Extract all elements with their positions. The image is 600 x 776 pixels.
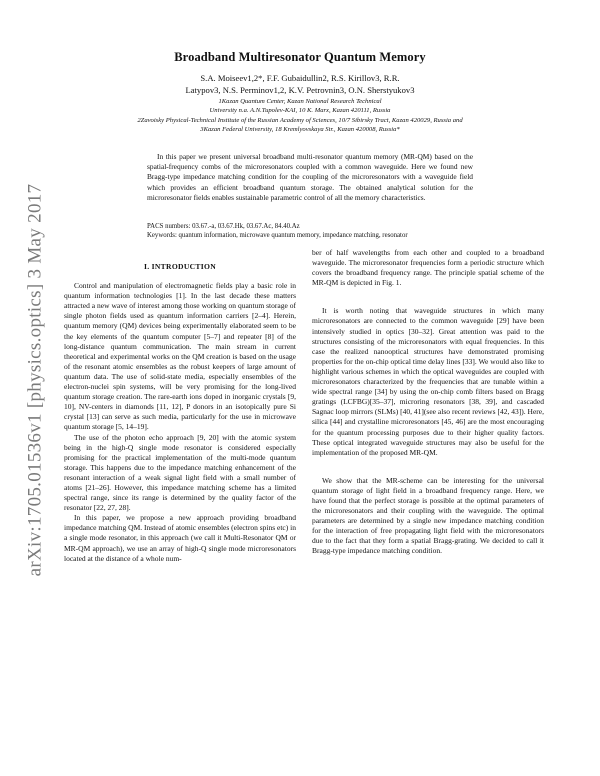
affiliation-2: 2Zavoisky Physical-Technical Institute of the Russian Academy of Sciences, 10/7 Sibirsky Tract, Kazan 420029, Russia and (137, 116, 463, 124)
pacs-keywords (147, 222, 473, 240)
pacs-numbers: PACS numbers: 03.67.-a, 03.67.Hk, 03.67.Ac, 84.40.Az (147, 223, 300, 230)
keywords: Keywords: quantum information, microwave quantum memory, impedance matching, resonator (147, 232, 408, 240)
affiliation-1a: 1Kazan Quantum Center, Kazan National Research Technical (218, 98, 382, 105)
section-heading-introduction: I. INTRODUCTION (143, 262, 216, 271)
arxiv-identifier-sidebar[interactable] (20, 183, 50, 577)
left-column (64, 262, 296, 564)
authors-line-1: S.A. Moiseev1,2*, F.F. Gubaidullin2, R.S. Kirillov3, R.R. (200, 73, 400, 83)
right-column (312, 248, 544, 557)
paragraph: We show that the MR-scheme can be interesting for the universal quantum storage of light field in a broadband frequency range. Here, we have found that the perfect storage is possible at the optimal parameters of the microresonators and their coupling with the waveguide. The optimal parameters are determined by a single new impedance matching condition for the interaction of free propagating light field with the microresonators due to the fact that they form a spatial Bragg-grating. We decided to call it Bragg-type impedance matching condition. (312, 475, 544, 556)
abstract: In this paper we present universal broadband multi-resonator quantum memory (MR-QM) based on the spatial-frequency combs of the microresonators coupled with a common waveguide. Here we found new Bragg-type impedance matching condition for the coupling of the microresonators with a waveguide field which provides an efficient broadband quantum storage. The obtained analytical solution for the microresonator fields enables sustainable parametric control of all the memory characteristics. (147, 152, 473, 202)
paragraph: The use of the photon echo approach [9, 20] with the atomic system being in the high-Q single mode resonator is considered especially promising for the practical implementation of the multi-mode quantum storage. This happens due to the impedance matching enhancement of the resonant interaction of a weak signal light field with a small number of atoms [21–26]. However, this impedance matching scheme has a limited spectral range, since its range is determined by the quality factor of the resonator [22, 27, 28]. (64, 432, 296, 513)
paragraph: It is worth noting that waveguide structures in which many microresonators are connected to the common waveguide [29] have been intensively studied in optics [30–32]. Great attention was paid to the structures consisting of the microresonators with equal frequencies. In this case the realized nanooptical structures have demonstrated promising properties for the on-chip optical time delay lines [33]. We would also like to highlight various schemes in which the optical waveguides are coupled with microresonators characterized by the frequencies that are tunable within a wide spectral range [34] by using the on-chip comb filters based on Bragg gratings (LCFBG)[35–37], microring resonators [38, 39], and cascaded Sagnac loop mirrors (SLMs) [40, 41](see also recent reviews [42, 43]). Here, silica [44] and crystalline microresonators [45, 46] are the most encouraging for the quantum processing purposes due to their higher quality factors. These optical integrated waveguide structures may also be useful for the implementation of the proposed MR-QM. (312, 306, 544, 457)
paper-title: Broadband Multiresonator Quantum Memory (174, 50, 426, 64)
affiliation-3: 3Kazan Federal University, 18 Kremlyovskaya Str., Kazan 420008, Russia* (200, 126, 400, 134)
paragraph: Control and manipulation of electromagnetic fields play a basic role in quantum information technologies [1]. In the last decade these matters attracted a new wave of interest among those working on quantum storage of single photon fields used as quantum information carriers [2–4]. Herein, quantum memory (QM) devices being experimentally elaborated seem to be the key elements of the quantum computer [5–7] and repeater [8] of the long-distance quantum communication. The main stream in current theoretical and experimental works on the QM creation is based on the usage of the resonant atomic ensembles as the robust keepers of large amount of quantum data. The use of solid-state media, especially ensembles of the electron-nuclei spin systems, will be very promising for the long-lived quantum storage creation. The rare-earth ions doped in inorganic crystals [9, 10], NV-centers in diamonds [11, 12], P donors in an isotopically pure Si crystal [13] can serve as such media, particularly for the use in microwave quantum storage [5, 14–19]. (64, 281, 296, 432)
paragraph: In this paper, we propose a new approach providing broadband impedance matching QM. Instead of atomic ensembles (electron spins etc) in a single mode resonator, in this approach (we call it Multi-Resonator QM or MR-QM approach), we use an array of high-Q single mode microresonators located at the distance of a whole num- (64, 513, 296, 563)
author-list (110, 72, 490, 96)
authors-line-2: Latypov3, N.S. Perminov1,2, K.V. Petrovnin3, O.N. Sherstyukov3 (185, 85, 415, 95)
affiliation-1b: University n.a. A.N.Tupolev-KAI, 10 K. Marx, Kazan 420111, Russia (209, 107, 391, 115)
arxiv-id-text: arXiv:1705.01536v1 [physics.optics] 3 May 2017 (24, 183, 45, 577)
affiliations (60, 97, 540, 135)
paragraph: ber of half wavelengths from each other and coupled to a broadband waveguide. The microresonator frequencies form a periodic structure which covers the broadband frequency range. The principle spatial scheme of the MR-QM is depicted in Fig. 1. (312, 248, 544, 288)
